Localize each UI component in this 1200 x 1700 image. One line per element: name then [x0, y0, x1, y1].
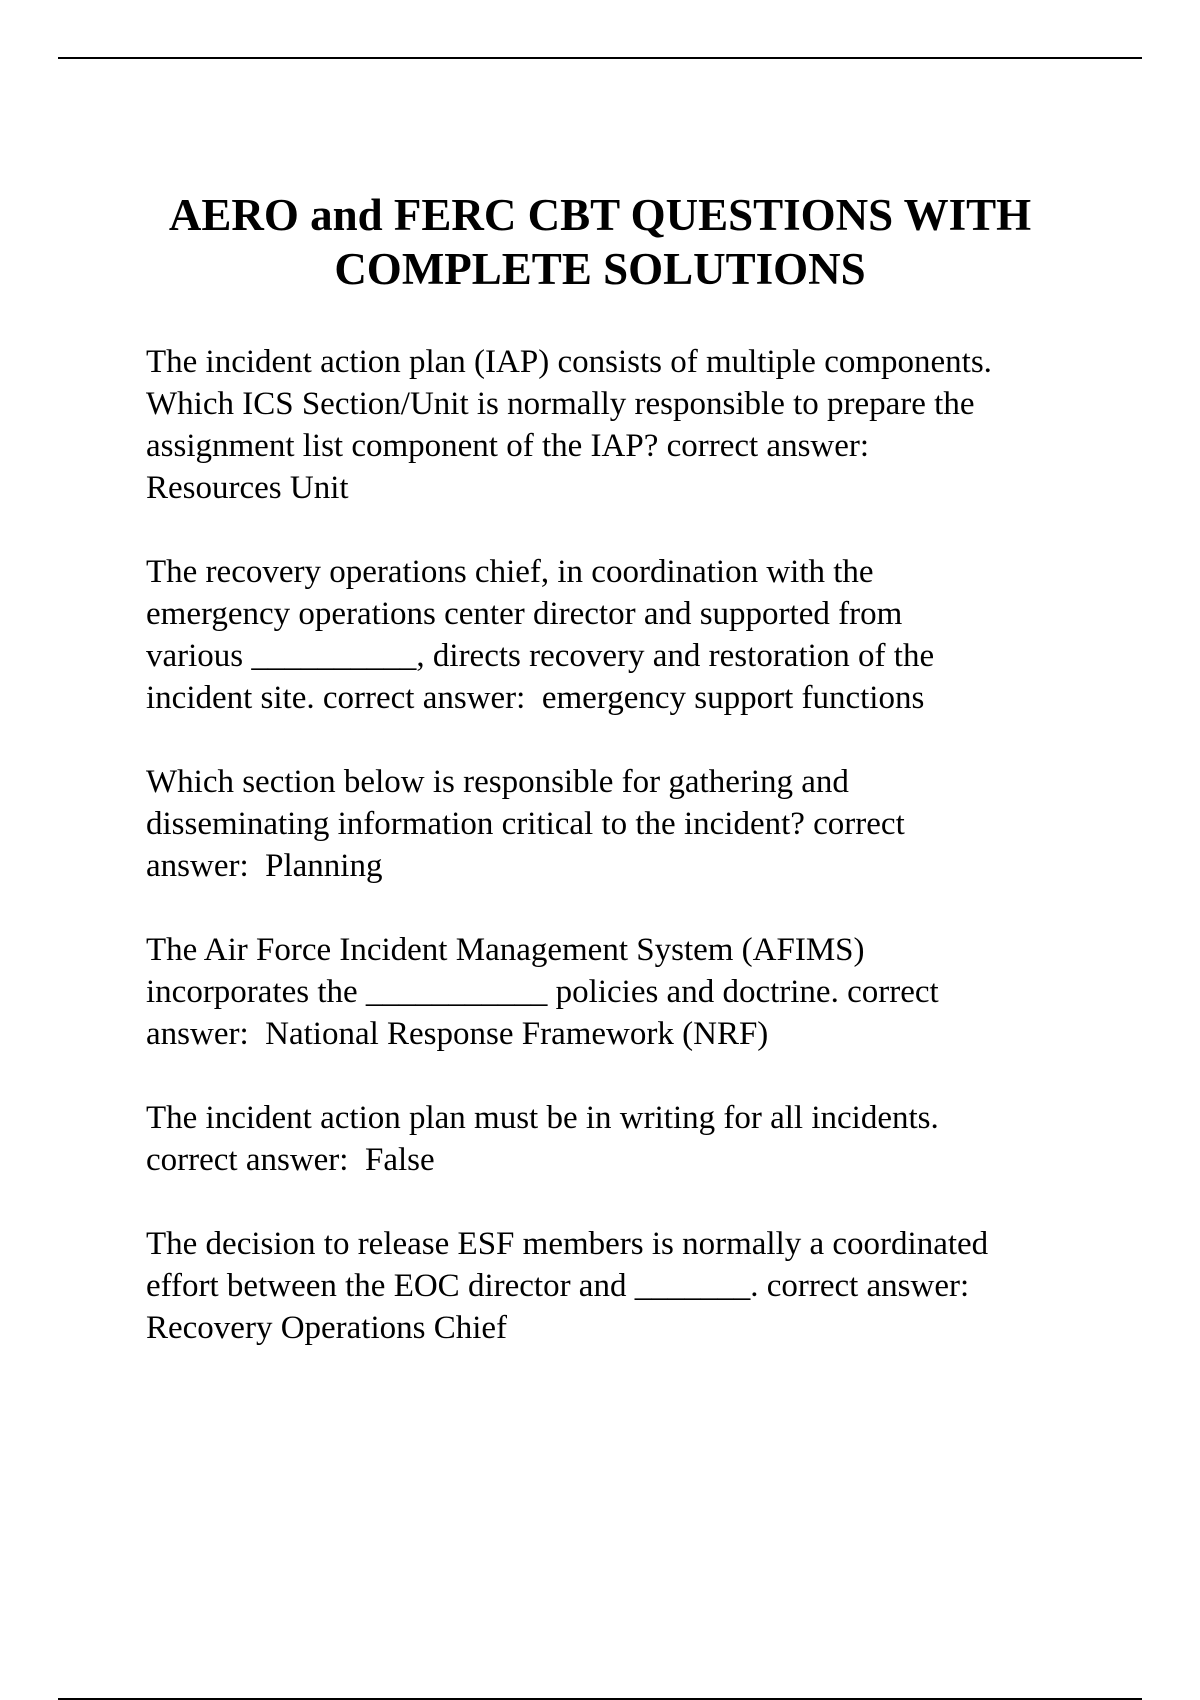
qa-line: answer: Planning: [146, 848, 383, 884]
qa-line: answer: National Response Framework (NRF): [146, 1016, 769, 1052]
qa-line: assignment list component of the IAP? correct answer:: [146, 428, 870, 464]
qa-item: [146, 1097, 1096, 1181]
qa-line: disseminating information critical to the incident? correct: [146, 806, 905, 842]
top-rule: [58, 57, 1142, 59]
qa-line: various __________, directs recovery and restoration of the: [146, 638, 935, 674]
qa-line: Recovery Operations Chief: [146, 1310, 508, 1346]
title-line: AERO and FERC CBT QUESTIONS WITH: [168, 190, 1032, 240]
qa-line: incident site. correct answer: emergency support functions: [146, 680, 925, 716]
qa-line: The decision to release ESF members is normally a coordinated: [146, 1226, 989, 1262]
qa-line: The recovery operations chief, in coordination with the: [146, 554, 874, 590]
qa-line: The incident action plan must be in writing for all incidents.: [146, 1100, 939, 1136]
qa-item: [146, 929, 1096, 1055]
qa-item: [146, 761, 1096, 887]
qa-line: The Air Force Incident Management System (AFIMS): [146, 932, 865, 968]
qa-line: Which section below is responsible for gathering and: [146, 764, 849, 800]
qa-line: incorporates the ___________ policies and doctrine. correct: [146, 974, 939, 1010]
document-title: [58, 188, 1142, 296]
qa-item: [146, 551, 1096, 719]
qa-line: Which ICS Section/Unit is normally responsible to prepare the: [146, 386, 975, 422]
qa-line: emergency operations center director and supported from: [146, 596, 903, 632]
qa-line: Resources Unit: [146, 470, 349, 506]
qa-item: [146, 341, 1096, 509]
qa-line: effort between the EOC director and _______. correct answer:: [146, 1268, 970, 1304]
qa-item: [146, 1223, 1096, 1349]
qa-line: The incident action plan (IAP) consists of multiple components.: [146, 344, 992, 380]
qa-line: correct answer: False: [146, 1142, 435, 1178]
qa-list: [146, 341, 1096, 1391]
title-line: COMPLETE SOLUTIONS: [334, 244, 866, 294]
